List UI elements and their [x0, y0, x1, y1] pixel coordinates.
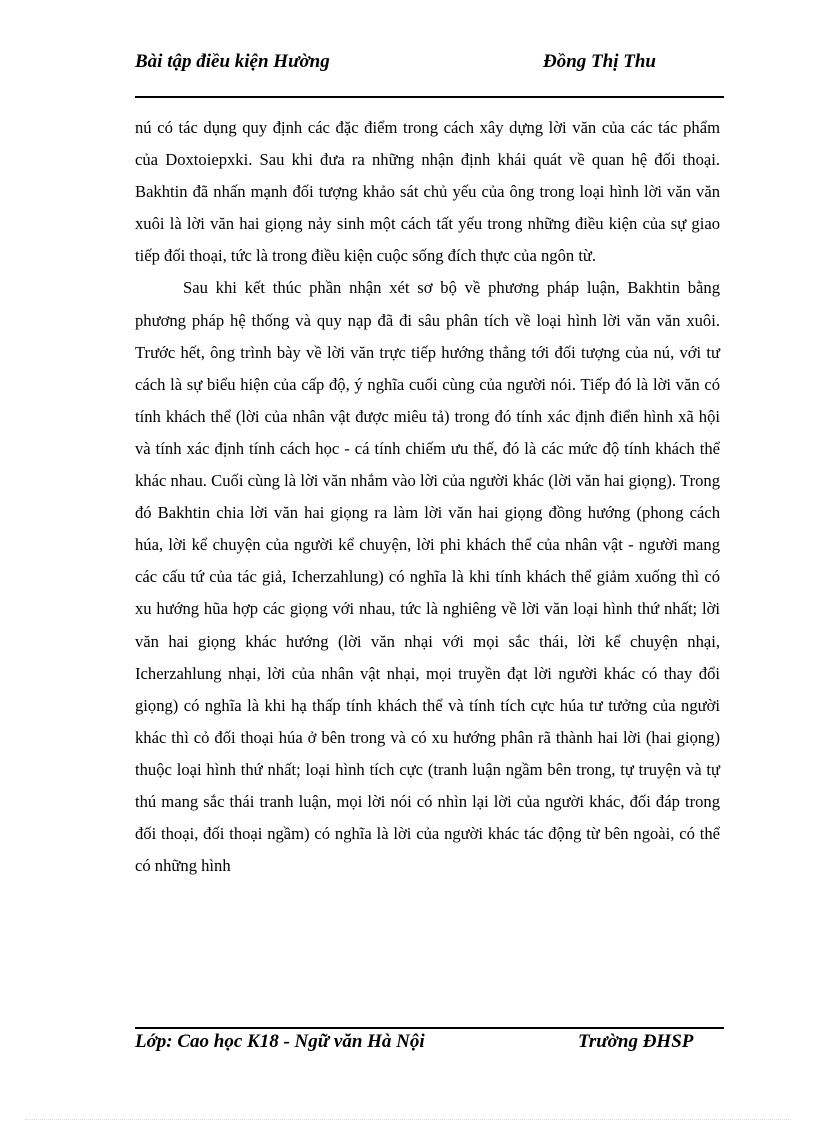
- paragraph-2: Sau khi kết thúc phần nhận xét sơ bộ về phương pháp luận, Bakhtin bằng phương pháp hệ thống và quy nạp đã đi sâu phân tích về loại hình lời văn văn xuôi. Trước hết, ông trình bày về lời văn trực tiếp hướng thẳng tới đối tượng của nú, với tư cách là sự biểu hiện của cấp độ, ý nghĩa cuối cùng của người nói. Tiếp đó là lời văn có tính khách thể (lời của nhân vật được miêu tả) trong đó tính xác định điển hình xã hội và tính xác định tính cách học - cá tính chiếm ưu thế, đó là các mức độ tính khách thể khác nhau. Cuối cùng là lời văn nhắm vào lời của người khác (lời văn hai giọng). Trong đó Bakhtin chia lời văn hai giọng ra làm lời văn hai giọng đồng hướng (phong cách húa, lời kể chuyện của người kể chuyện, lời phi khách thể của nhân vật - người mang các cấu tứ của tác giả, Icherzahlung) có nghĩa là khi tính khách thể giảm xuống thì có xu hướng hũa hợp các giọng với nhau, tức là nghiêng về lời văn loại hình thứ nhất; lời văn hai giọng khác hướng (lời văn nhại với mọi sắc thái, lời kể chuyện nhại, Icherzahlung nhại, lời của nhân vật nhại, mọi truyền đạt lời người khác có thay đổi giọng) có nghĩa là khi hạ thấp tính khách thể và tính tích cực húa tư tưởng của người khác thì cỏ đối thoại húa ở bên trong và có xu hướng phân rã thành hai lời (hai giọng) thuộc loại hình thứ nhất; loại hình tích cực (tranh luận ngầm bên trong, tự truyện và tự thú mang sắc thái tranh luận, mọi lời nói có nhìn lại lời của người khác, đối đáp trong đối thoại, đối thoại ngầm) có nghĩa là lời của người khác tác động từ bên ngoài, có thể có những hình: [135, 278, 720, 876]
- footer-divider: [135, 1027, 724, 1029]
- header-divider: [135, 96, 724, 98]
- paragraph-1: nú có tác dụng quy định các đặc điểm trong cách xây dựng lời văn của các tác phẩm của Doxtoiepxki. Sau khi đưa ra những nhận định khái quát về quan hệ đối thoại. Bakhtin đã nhấn mạnh đối tượng khảo sát chủ yếu của ông trong loại hình lời văn văn xuôi là lời văn hai giọng nảy sinh một cách tất yếu trong những điều kiện của sự giao tiếp đối thoại, tức là trong điều kiện cuộc sống đích thực của ngôn từ.: [135, 118, 720, 266]
- page-edge-divider: [25, 1119, 791, 1120]
- header-left-text: Bài tập điều kiện Hường: [135, 51, 330, 72]
- header-right-text: Đồng Thị Thu: [543, 51, 656, 72]
- footer-left-text: Lớp: Cao học K18 - Ngữ văn Hà Nội: [135, 1031, 425, 1052]
- page-body: [135, 112, 720, 882]
- footer-right-text: Trường ĐHSP: [578, 1031, 694, 1052]
